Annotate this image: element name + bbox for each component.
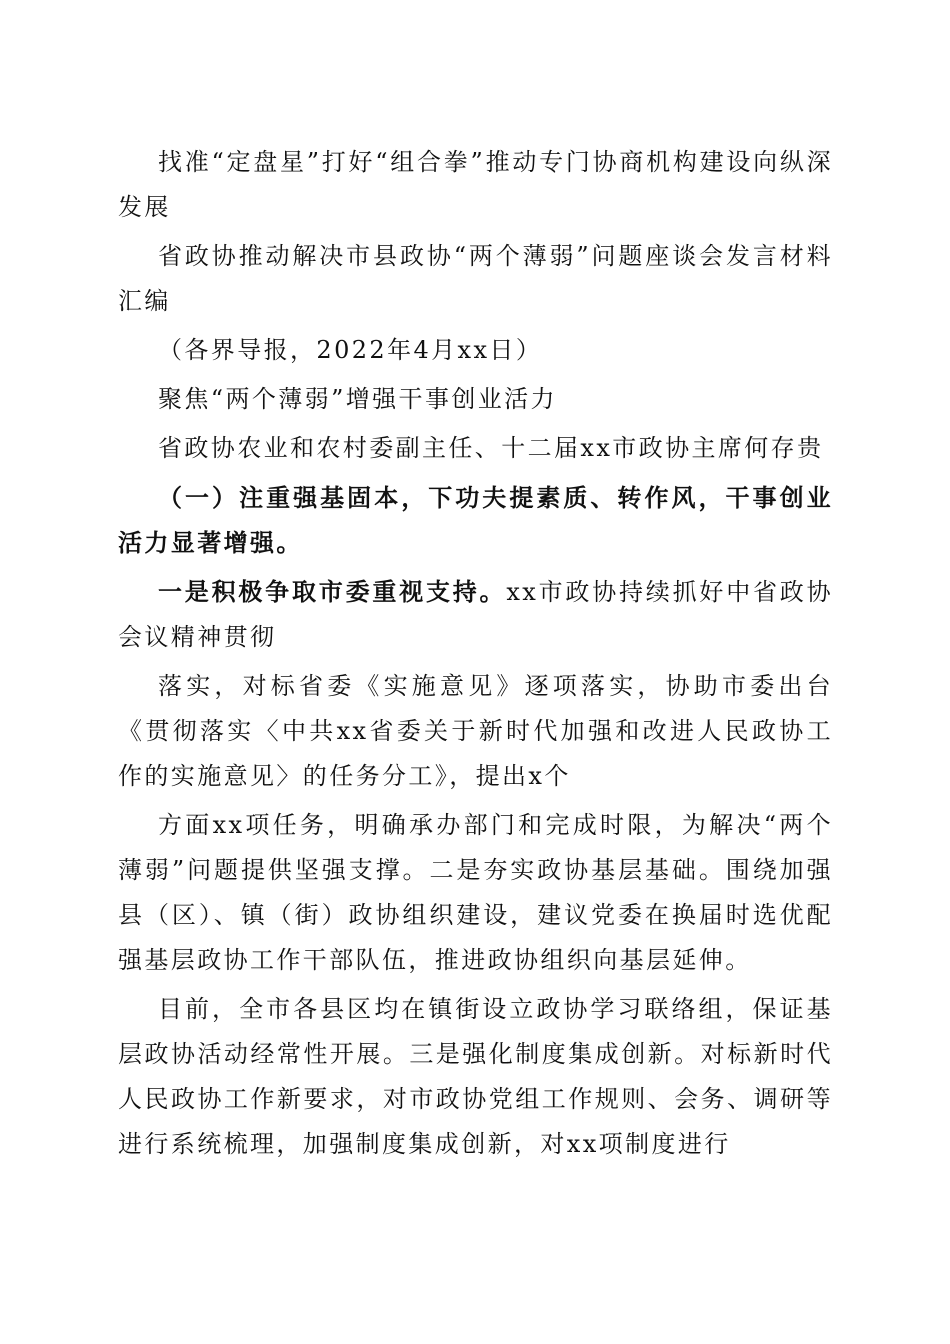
source-line: （各界导报，2022年4月xx日） xyxy=(158,336,543,364)
document-title: 找准“定盘星”打好“组合拳”推动专门协商机构建设向纵深发展 xyxy=(118,148,833,221)
paragraph-1-lead: 一是积极争取市委重视支持。 xyxy=(158,577,507,606)
document-body xyxy=(118,140,833,1171)
paragraph-2: 落实，对标省委《实施意见》逐项落实，协助市委出台《贯彻落实〈中共xx省委关于新时代加强和改进人民政协工作的实施意见〉的任务分工》，提出x个 xyxy=(118,672,833,790)
paragraph-1-text: xx市政协持续抓好中省政协会议精神贯彻 xyxy=(118,578,833,651)
paragraph-3: 方面xx项任务，明确承办部门和完成时限，为解决“两个薄弱”问题提供坚强支撑。二是夯实政协基层基础。围绕加强县（区）、镇（街）政协组织建设，建议党委在换届时选优配强基层政协工作干部队伍，推进政协组织向基层延伸。 xyxy=(118,811,833,974)
speaker-line: 省政协农业和农村委副主任、十二届xx市政协主席何存贵 xyxy=(158,434,824,462)
paragraph-4: 目前，全市各县区均在镇街设立政协学习联络组，保证基层政协活动经常性开展。三是强化制度集成创新。对标新时代人民政协工作新要求，对市政协党组工作规则、会务、调研等进行系统梳理，加强制度集成创新，对xx项制度进行 xyxy=(118,995,833,1158)
paragraph-1 xyxy=(118,569,833,660)
section-heading: （一）注重强基固本，下功夫提素质、转作风，干事创业活力显著增强。 xyxy=(118,483,833,557)
collection-title: 省政协推动解决市县政协“两个薄弱”问题座谈会发言材料汇编 xyxy=(118,242,833,315)
speech-title: 聚焦“两个薄弱”增强干事创业活力 xyxy=(158,385,557,413)
